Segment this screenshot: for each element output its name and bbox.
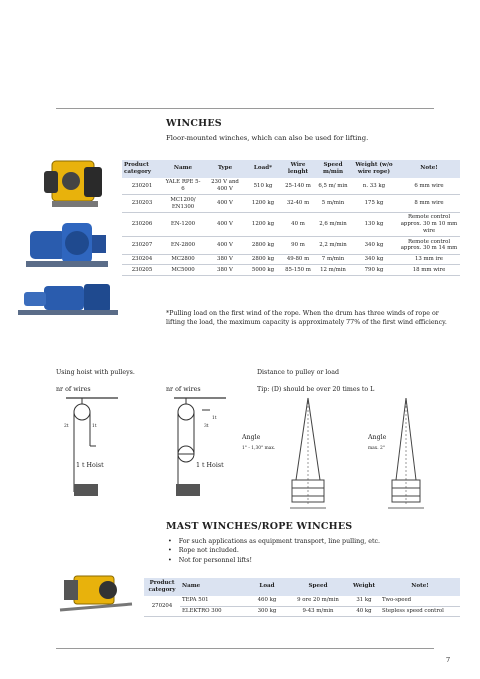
cell: 130 kg	[350, 212, 398, 236]
table-row	[122, 265, 460, 276]
mast-winch-image	[56, 566, 136, 618]
mast-table-header	[144, 578, 460, 596]
distance-caption: Distance to pulley or load	[257, 369, 340, 376]
cell: 32-40 m	[280, 195, 316, 213]
cell: 6 mm wire	[398, 178, 460, 195]
winches-table	[122, 160, 460, 276]
cell: 1200 kg	[246, 212, 280, 236]
col-weight: Weight	[348, 578, 380, 596]
cell: 1200 kg	[246, 195, 280, 213]
cell: EN-1200	[162, 212, 204, 236]
cell: Remote control approx. 30 m 14 mm	[398, 237, 460, 255]
cell: TEPA 501	[180, 596, 246, 606]
bottom-rule	[56, 648, 434, 649]
long-winch-image	[14, 272, 124, 324]
cell: Remote control approx. 30 m 10 mm wire	[398, 212, 460, 236]
winches-table-header	[122, 160, 460, 178]
list-item	[166, 546, 380, 555]
pulley-diagram-single	[62, 396, 122, 506]
cell: 400 V	[204, 195, 246, 213]
cell: 175 kg	[350, 195, 398, 213]
cell: 230205	[122, 265, 162, 276]
pulley-label-2t: 2t	[64, 424, 69, 429]
yellow-winch-image	[38, 155, 108, 213]
table-row	[144, 606, 460, 617]
bullet-text: Not for personnel lifts!	[178, 556, 252, 564]
cell: 8 mm wire	[398, 195, 460, 213]
cell: 230201	[122, 178, 162, 195]
page-number: 7	[446, 656, 451, 664]
cell: 9-43 m/min	[288, 606, 348, 617]
cell: 510 kg	[246, 178, 280, 195]
cell: 7 m/min	[316, 254, 350, 265]
angle-diagram-2	[366, 396, 446, 512]
nr-wires-label-1: nr of wires	[56, 386, 91, 393]
cell: YALE RPE 5-6	[162, 178, 204, 195]
angle-label-1: Angle	[242, 434, 261, 441]
angle-value-2: max. 2°	[368, 446, 386, 451]
angle-label-2: Angle	[368, 434, 387, 441]
cell: 460 kg	[246, 596, 288, 606]
col-product-category: Product category	[122, 160, 162, 178]
pulley-caption: Using hoist with pulleys.	[56, 369, 135, 376]
winches-title: WINCHES	[166, 118, 222, 129]
cell: ELEKTRO 300	[180, 606, 246, 617]
cell: 6,5 m/ min	[316, 178, 350, 195]
table-row	[122, 212, 460, 236]
col-name: Name	[162, 160, 204, 178]
cell: 40 m	[280, 212, 316, 236]
cell: n. 33 kg	[350, 178, 398, 195]
top-rule	[56, 108, 434, 109]
mast-bullets	[166, 537, 380, 565]
col-product-category: Product category	[144, 578, 180, 596]
cell: 40 kg	[348, 606, 380, 617]
cell: 13 mm ire	[398, 254, 460, 265]
col-speed: Speed	[288, 578, 348, 596]
col-type: Type	[204, 160, 246, 178]
cell: 340 kg	[350, 237, 398, 255]
cell: 230207	[122, 237, 162, 255]
winches-subtitle: Floor-mounted winches, which can also be used for lifting.	[166, 134, 369, 142]
pulley-label-1t: 1t	[92, 424, 97, 429]
pulley-label-3t: 3t	[204, 424, 209, 429]
pulley-label-1t-b: 1t	[212, 416, 217, 421]
mast-table	[144, 578, 460, 617]
cell: 18 mm wire	[398, 265, 460, 276]
cell: 5000 kg	[246, 265, 280, 276]
angle-diagram-1	[268, 396, 348, 512]
cell: 12 m/min	[316, 265, 350, 276]
cell: 230 V and 400 V	[204, 178, 246, 195]
col-name: Name	[180, 578, 246, 596]
cell: 49-80 m	[280, 254, 316, 265]
cell: 31 kg	[348, 596, 380, 606]
pulley-diagram-double	[170, 396, 230, 506]
winches-footnote: *Pulling load on the first wind of the rope. When the drum has three winds of rope or lifting the load, the maximum capacity is approximately 77% of the first wind efficiency.	[166, 310, 447, 327]
hoist-label-2: 1 t Hoist	[196, 462, 224, 469]
cell: MC2800	[162, 254, 204, 265]
col-note: Note!	[398, 160, 460, 178]
col-load: Load*	[246, 160, 280, 178]
cell: EN-2800	[162, 237, 204, 255]
cell: 2800 kg	[246, 254, 280, 265]
cell: 790 kg	[350, 265, 398, 276]
cell: 2800 kg	[246, 237, 280, 255]
cell: 25-140 m	[280, 178, 316, 195]
mast-winches-title: MAST WINCHES/ROPE WINCHES	[166, 521, 353, 532]
cell: Two-speed	[380, 596, 460, 606]
angle-value-1: 1° - 1,30° max.	[242, 446, 276, 451]
col-speed: Speed m/min	[316, 160, 350, 178]
cell: 2,6 m/min	[316, 212, 350, 236]
table-row	[122, 254, 460, 265]
table-row	[122, 195, 460, 213]
table-row	[144, 596, 460, 606]
cell: 85-150 m	[280, 265, 316, 276]
cell: 90 m	[280, 237, 316, 255]
cell: 300 kg	[246, 606, 288, 617]
cell: 380 V	[204, 265, 246, 276]
cell: 5 m/min	[316, 195, 350, 213]
cell: 230203	[122, 195, 162, 213]
cell: 400 V	[204, 237, 246, 255]
cell: Stepless speed control	[380, 606, 460, 617]
cell: 400 V	[204, 212, 246, 236]
col-note: Note!	[380, 578, 460, 596]
cell: 2,2 m/min	[316, 237, 350, 255]
cell: 9 ore 20 m/min	[288, 596, 348, 606]
cell: 230206	[122, 212, 162, 236]
cell: MC1200/ EN1300	[162, 195, 204, 213]
cell-category: 270204	[144, 596, 180, 617]
cell: 230204	[122, 254, 162, 265]
col-weight: Weight (w/o wire rope)	[350, 160, 398, 178]
list-item	[166, 556, 380, 565]
col-wire-length: Wire lenght	[280, 160, 316, 178]
cell: MC5000	[162, 265, 204, 276]
cell: 380 V	[204, 254, 246, 265]
hoist-label-1: 1 t Hoist	[76, 462, 104, 469]
nr-wires-label-2: nr of wires	[166, 386, 201, 393]
bullet-text: Rope not included.	[178, 547, 239, 555]
col-load: Load	[246, 578, 288, 596]
table-row	[122, 237, 460, 255]
distance-tip: Tip: (D) should be over 20 times to L	[257, 386, 375, 393]
list-item	[166, 537, 380, 546]
cell: 340 kg	[350, 254, 398, 265]
bullet-text: For such applications as equipment transport, line pulling, etc.	[178, 538, 381, 545]
table-row	[122, 178, 460, 195]
blue-winch-image	[22, 213, 112, 273]
